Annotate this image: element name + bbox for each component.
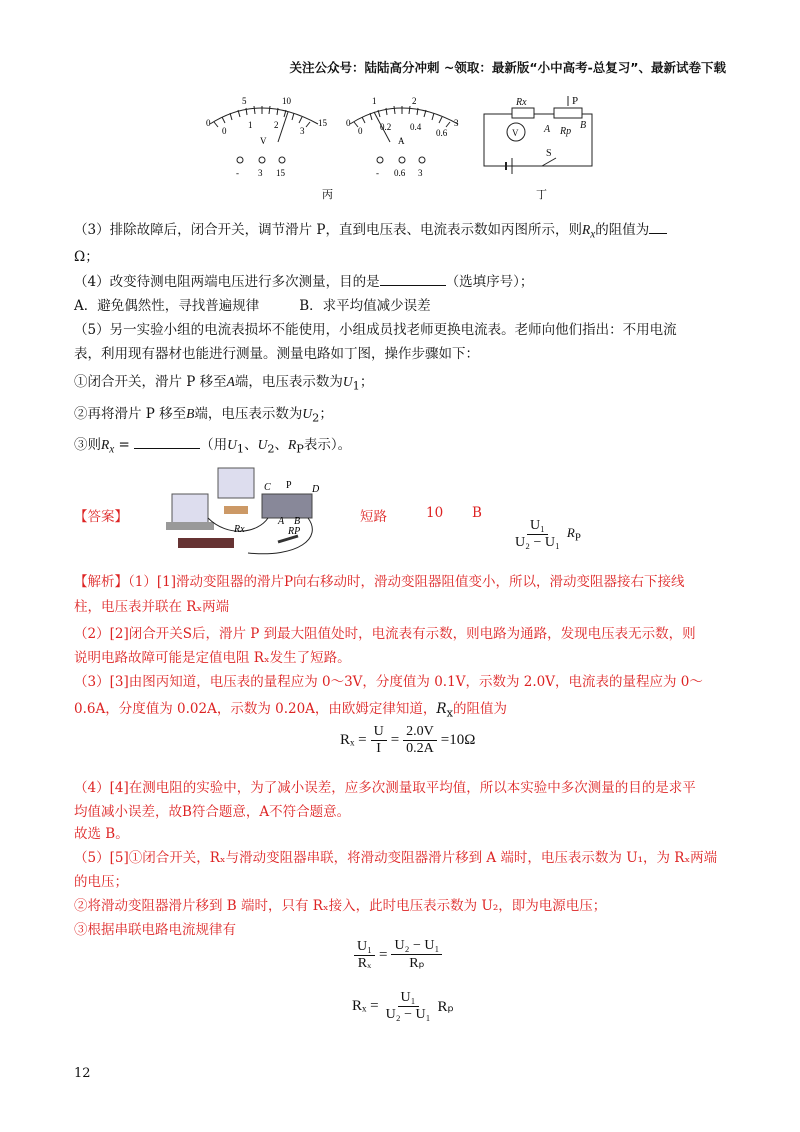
svg-text:D: D bbox=[312, 484, 320, 495]
svg-text:-: - bbox=[236, 168, 239, 178]
a-tick-0: 0 bbox=[346, 118, 351, 128]
svg-text:0.4: 0.4 bbox=[410, 122, 422, 132]
svg-text:0: 0 bbox=[358, 126, 363, 136]
svg-text:0.2: 0.2 bbox=[380, 122, 392, 132]
svg-text:Rp: Rp bbox=[560, 126, 572, 137]
svg-text:C: C bbox=[264, 482, 271, 493]
q4-line1: （4）改变待测电阻两端电压进行多次测量，目的是 （选填序号）； bbox=[74, 274, 534, 290]
svg-text:0: 0 bbox=[222, 126, 227, 136]
svg-text:RP: RP bbox=[288, 526, 301, 537]
equation-ohm: Rₓ = $\frac{U}{I}$ = $\frac{2.0V}{0.2A}$ =10Ω bbox=[340, 724, 476, 756]
svg-text:2: 2 bbox=[274, 120, 279, 130]
a-unit: A bbox=[398, 136, 405, 146]
answer-2: 短路 bbox=[360, 509, 387, 525]
ammeter-figure bbox=[346, 96, 459, 178]
answer-4: B bbox=[472, 505, 482, 521]
q4-options: A．避免偶然性，寻找普遍规律 B．求平均值减少误差 bbox=[74, 298, 431, 314]
svg-text:S: S bbox=[546, 148, 552, 159]
answer-photo bbox=[158, 458, 338, 563]
analysis-p4c: 故选 B。 bbox=[74, 826, 129, 842]
v-tick-5: 5 bbox=[242, 96, 247, 106]
q5-step2: ②再将滑片 P 移至B端，电压表示数为$U_2$； bbox=[74, 406, 333, 425]
svg-text:B: B bbox=[294, 516, 301, 527]
analysis-p5c: ②将滑动变阻器滑片移到 B 端时，只有 Rₓ接入，此时电压表示数为 U₂，即为电源电压； bbox=[74, 898, 607, 914]
page-header: 关注公众号：陆陆高分冲刺 ~领取：最新版“小中高考-总复习”、最新试卷下载 bbox=[289, 60, 726, 75]
svg-text:B: B bbox=[580, 120, 587, 131]
a-tick-3: 3 bbox=[454, 118, 459, 128]
q3-line1: （3）排除故障后，闭合开关，调节滑片 P，直到电压表、电流表示数如丙图所示，则$R_x$的阻值为 bbox=[74, 218, 667, 241]
caption-ding: 丁 bbox=[536, 189, 547, 201]
analysis-p5a: （5）[5]①闭合开关，Rₓ与滑动变阻器串联，将滑动变阻器滑片移到 A 端时，电压表示数为 U₁，为 Rₓ两端 bbox=[74, 850, 718, 866]
analysis-p5d: ③根据串联电路电流规律有 bbox=[74, 922, 236, 938]
svg-text:3: 3 bbox=[300, 126, 305, 136]
svg-text:0.6: 0.6 bbox=[394, 168, 406, 178]
answer-5-formula: $\frac{\text{U₁}}{\text{U₂ − U₁}}$ $R_P$ bbox=[515, 518, 581, 550]
svg-text:A: A bbox=[278, 516, 285, 527]
answer-tag: 【答案】 bbox=[74, 509, 128, 525]
svg-text:-: - bbox=[376, 168, 379, 178]
v-unit: V bbox=[260, 136, 267, 146]
svg-text:Rx: Rx bbox=[234, 524, 245, 535]
analysis-p2b: 说明电路故障可能是定值电阻 Rₓ发生了短路。 bbox=[74, 650, 351, 666]
page-number: 12 bbox=[74, 1066, 91, 1081]
voltmeter-figure bbox=[206, 96, 328, 178]
analysis-p1a: 【解析】（1）[1]滑动变阻器的滑片P向右移动时，滑动变阻器阻值变小，所以，滑动变阻器接右下接线 bbox=[74, 574, 685, 590]
analysis-p3b: 0.6A，分度值为 0.02A，示数为 0.20A，由欧姆定律知道，$R_x$的阻值为 bbox=[74, 701, 507, 720]
analysis-p4a: （4）[4]在测电阻的实验中，为了减小误差，应多次测量取平均值，所以本实验中多次测量的目的是求平 bbox=[74, 780, 696, 796]
svg-text:15: 15 bbox=[276, 168, 285, 178]
v-tick-10: 10 bbox=[282, 96, 291, 106]
svg-text:Rx: Rx bbox=[516, 97, 527, 108]
analysis-p3a: （3）[3]由图丙知道，电压表的量程应为 0～3V，分度值为 0.1V，示数为 2.0V，电流表的量程应为 0～ bbox=[74, 674, 703, 690]
svg-text:P: P bbox=[572, 95, 579, 107]
svg-text:P: P bbox=[286, 480, 292, 491]
q5-step3: ③则$R_x$ = （用$U_1$、$U_2$、$R_P$表示）。 bbox=[74, 437, 352, 456]
svg-text:A: A bbox=[544, 124, 551, 135]
q5-line1: （5）另一实验小组的电流表损坏不能使用，小组成员找老师更换电流表。老师向他们指出：不用电流 bbox=[74, 322, 677, 338]
a-tick-1: 1 bbox=[372, 96, 377, 106]
analysis-p2a: （2）[2]闭合开关S后，滑片 P 到最大阻值处时，电流表有示数，则电路为通路，发现电压表无示数，则 bbox=[74, 626, 696, 642]
analysis-p4b: 均值减小误差，故B符合题意，A不符合题意。 bbox=[74, 804, 351, 820]
a-tick-2: 2 bbox=[412, 96, 417, 106]
svg-text:3: 3 bbox=[418, 168, 423, 178]
svg-text:1: 1 bbox=[248, 120, 253, 130]
equation-rx-result: Rₓ = $\frac{\text{U₁}}{\text{U₂ − U₁}}$ Rₚ bbox=[352, 990, 454, 1022]
figures-bing-ding bbox=[200, 92, 620, 202]
circuit-ding bbox=[484, 95, 592, 174]
answer-3: 10 bbox=[426, 505, 444, 521]
caption-bing: 丙 bbox=[322, 189, 333, 201]
svg-text:0.6: 0.6 bbox=[436, 128, 448, 138]
analysis-p1b: 柱，电压表并联在 Rₓ两端 bbox=[74, 599, 230, 615]
q5-step1: ①闭合开关，滑片 P 移至A端，电压表示数为$U_1$； bbox=[74, 374, 374, 393]
v-tick-0: 0 bbox=[206, 118, 211, 128]
q5-line2: 表，利用现有器材也能进行测量。测量电路如丁图，操作步骤如下： bbox=[74, 346, 479, 362]
q3-line2: Ω； bbox=[74, 249, 99, 265]
svg-text:V: V bbox=[512, 128, 519, 138]
svg-text:3: 3 bbox=[258, 168, 263, 178]
equation-series-current: $\frac{\text{U₁}}{\text{Rₓ}}$ = $\frac{\text{U₂ − U₁}}{\text{Rₚ}}$ bbox=[354, 938, 442, 972]
analysis-p5b: 的电压； bbox=[74, 874, 128, 890]
v-tick-15: 15 bbox=[318, 118, 327, 128]
